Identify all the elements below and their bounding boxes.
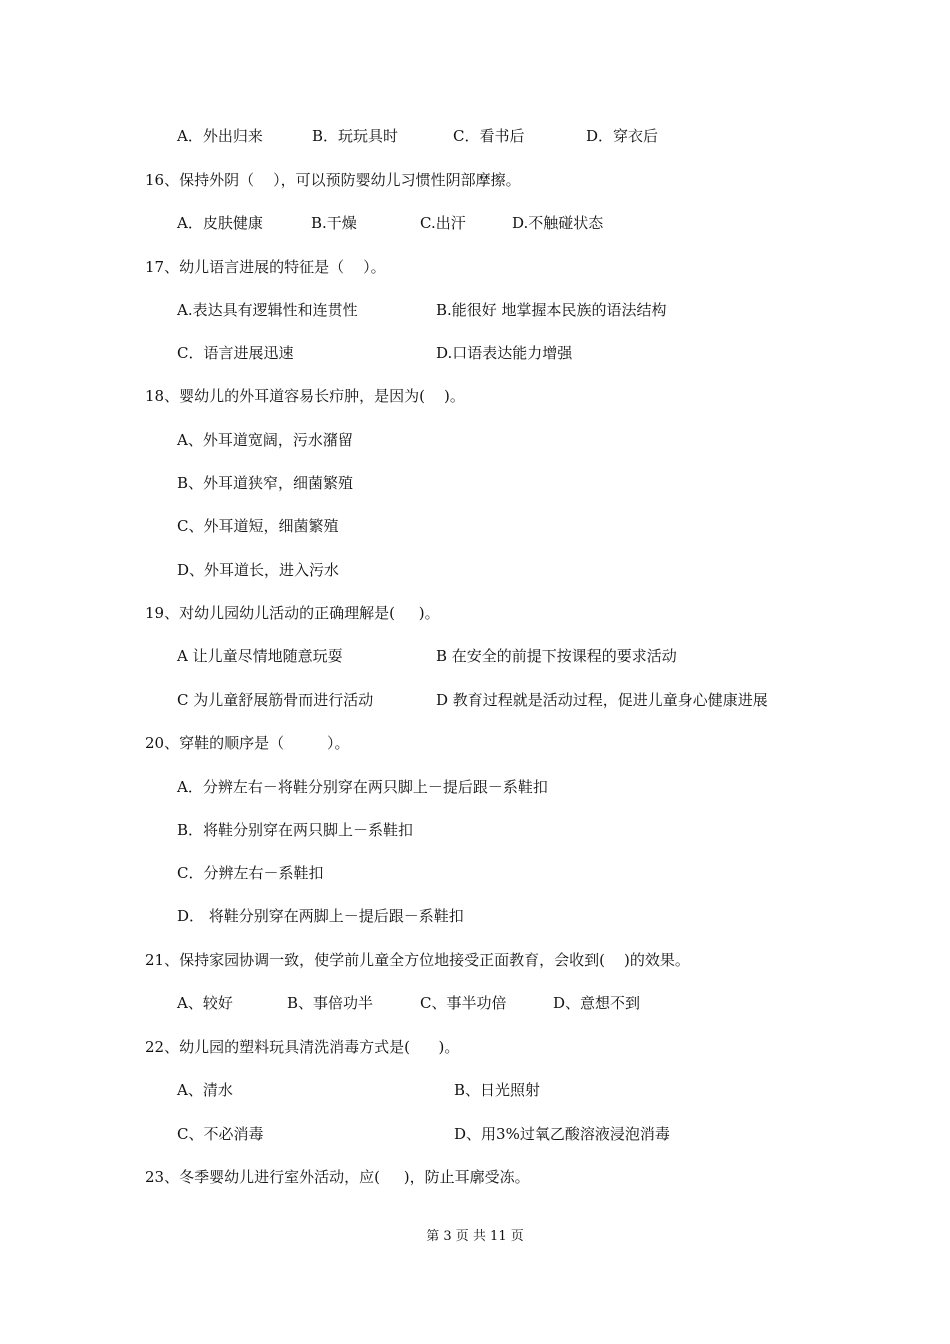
q20-option-a: A．分辨左右－将鞋分别穿在两只脚上－提后跟－系鞋扣 — [177, 778, 548, 796]
q18-option-b: B、外耳道狭窄，细菌繁殖 — [177, 474, 354, 492]
q21-option-a: A、较好 — [177, 994, 233, 1012]
q23-stem: 23、冬季婴幼儿进行室外活动，应( )，防止耳廓受冻。 — [145, 1168, 530, 1186]
page-footer: 第 3 页 共 11 页 — [426, 1229, 524, 1244]
q18-option-a: A、外耳道宽阔，污水潴留 — [177, 431, 353, 449]
q16-option-a: A．皮肤健康 — [177, 214, 263, 232]
q19-option-c: C 为儿童舒展筋骨而进行活动 — [177, 691, 374, 709]
q18-option-d: D、外耳道长，进入污水 — [177, 561, 340, 579]
q15-option-b: B．玩玩具时 — [312, 127, 399, 145]
q19-option-b: B 在安全的前提下按课程的要求活动 — [436, 647, 677, 665]
q19-option-d: D 教育过程就是活动过程，促进儿童身心健康进展 — [436, 691, 768, 709]
q20-stem: 20、穿鞋的顺序是（ ）。 — [145, 734, 350, 752]
q19-stem: 19、对幼儿园幼儿活动的正确理解是( )。 — [145, 604, 440, 622]
q22-stem: 22、幼儿园的塑料玩具清洗消毒方式是( )。 — [145, 1038, 460, 1056]
q21-option-c: C、事半功倍 — [420, 994, 507, 1012]
q20-option-b: B．将鞋分别穿在两只脚上－系鞋扣 — [177, 821, 414, 839]
q18-option-c: C、外耳道短，细菌繁殖 — [177, 517, 339, 535]
q21-option-b: B、事倍功半 — [287, 994, 374, 1012]
q20-option-c: C．分辨左右－系鞋扣 — [177, 864, 324, 882]
q15-option-c: C．看书后 — [453, 127, 525, 145]
q16-option-d: D.不触碰状态 — [512, 214, 604, 232]
q22-option-c: C、不必消毒 — [177, 1125, 264, 1143]
q17-stem: 17、幼儿语言进展的特征是（ ）。 — [145, 258, 386, 276]
q18-stem: 18、婴幼儿的外耳道容易长疖肿，是因为( )。 — [145, 387, 465, 405]
q17-option-a: A.表达具有逻辑性和连贯性 — [177, 301, 358, 319]
q22-option-b: B、日光照射 — [454, 1081, 541, 1099]
q21-stem: 21、保持家园协调一致，使学前儿童全方位地接受正面教育，会收到( )的效果。 — [145, 951, 690, 969]
q15-option-d: D．穿衣后 — [586, 127, 659, 145]
q17-option-d: D.口语表达能力增强 — [436, 344, 573, 362]
q17-option-c: C．语言进展迅速 — [177, 344, 294, 362]
q22-option-d: D、用3%过氧乙酸溶液浸泡消毒 — [454, 1125, 670, 1143]
q16-option-b: B.干燥 — [311, 214, 357, 232]
q16-option-c: C.出汗 — [420, 214, 466, 232]
q21-option-d: D、意想不到 — [553, 994, 641, 1012]
q15-option-a: A．外出归来 — [177, 127, 263, 145]
q17-option-b: B.能很好 地掌握本民族的语法结构 — [436, 301, 667, 319]
q20-option-d: D． 将鞋分别穿在两脚上－提后跟－系鞋扣 — [177, 907, 464, 925]
q16-stem: 16、保持外阴（ ），可以预防婴幼儿习惯性阴部摩擦。 — [145, 171, 521, 189]
q19-option-a: A 让儿童尽情地随意玩耍 — [177, 647, 343, 665]
q22-option-a: A、清水 — [177, 1081, 233, 1099]
